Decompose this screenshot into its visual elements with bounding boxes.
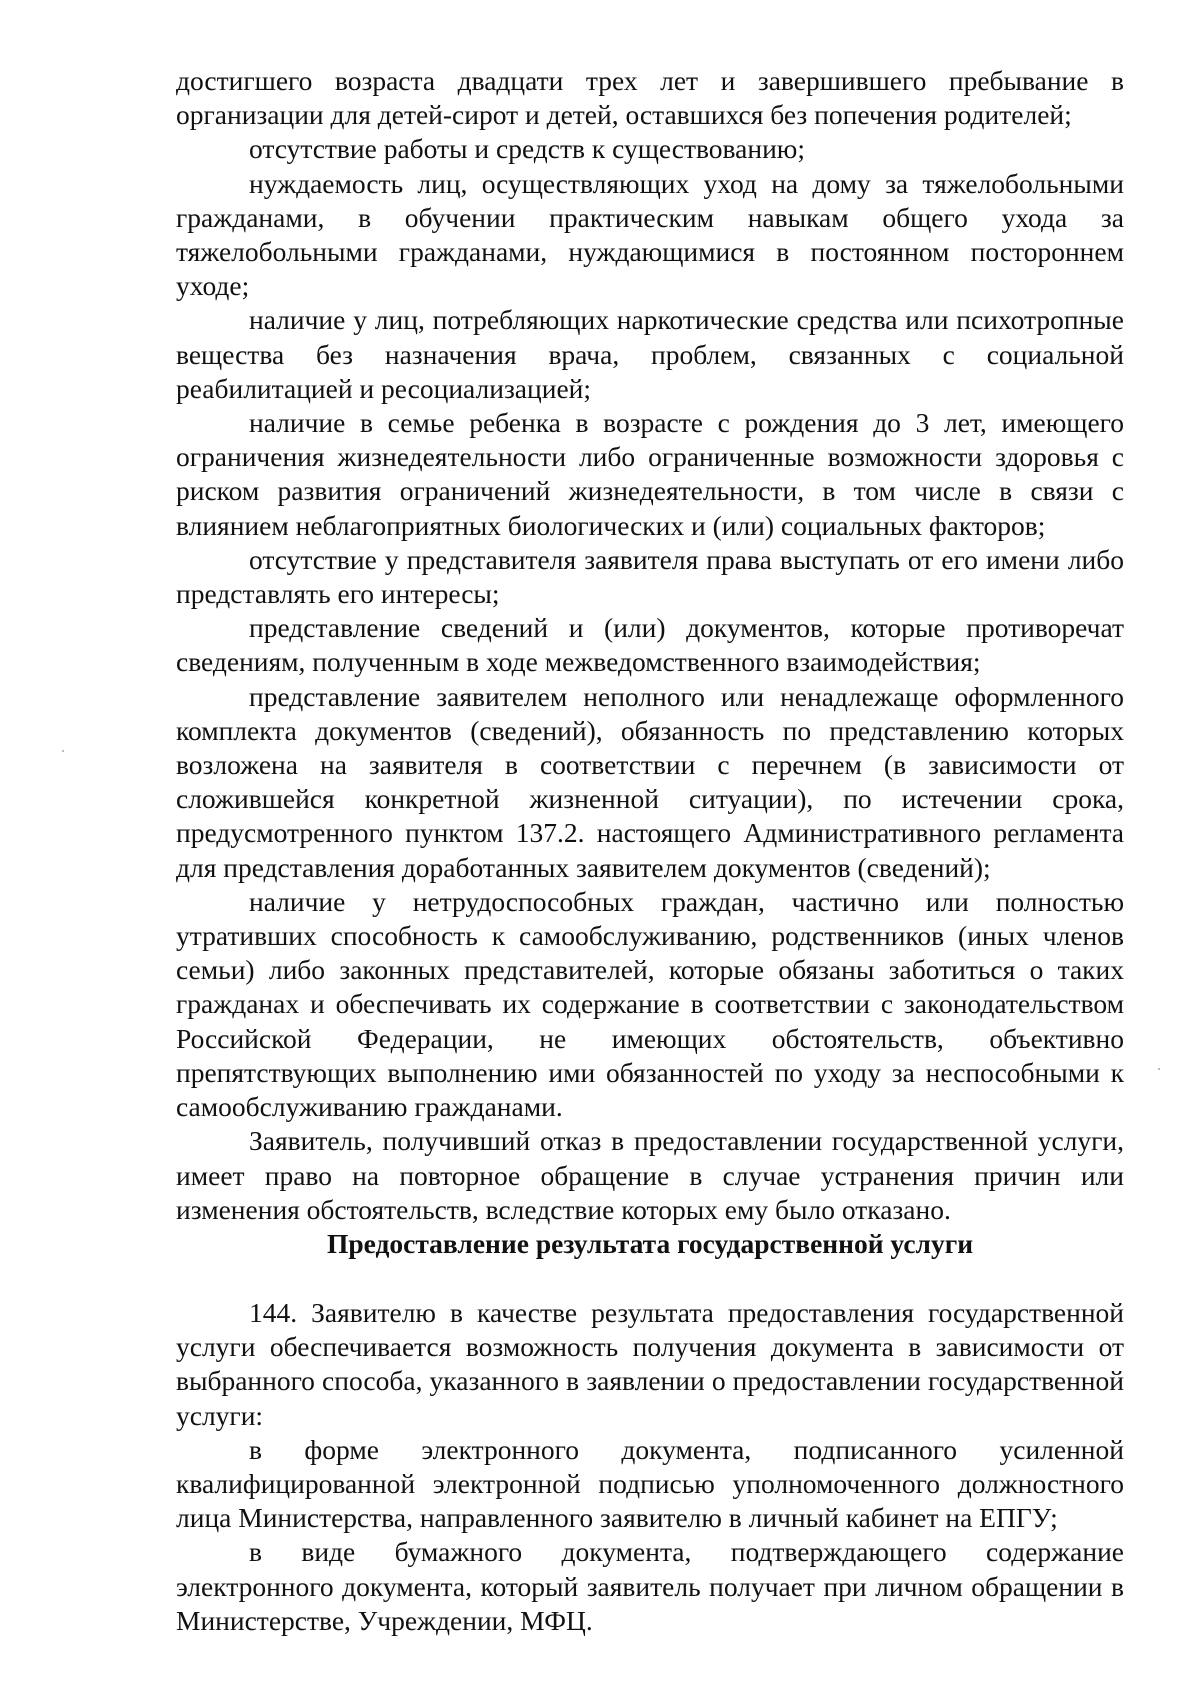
paragraph-relatives: наличие у нетрудоспособных граждан, частично или полностью утративших способность к самообслуживанию, родственников (иных членов семьи) либо законных представителей, которые обязаны заботиться о таких гражданах и обеспечивать их содержание в соответствии с законодательством Российской Федерации, не имеющих обстоятельств, объективно препятствующих выполнению ими обязанностей по уходу за неспособными к самообслуживанию гражданами. (176, 885, 1124, 1123)
paragraph-144: 144. Заявителю в качестве результата предоставления государственной услуги обеспечивается возможность получения документа в зависимости от выбранного способа, указанного в заявлении о предоставлении государственной услуги: (176, 1297, 1124, 1431)
paragraph-child-under-3: наличие в семье ребенка в возрасте с рождения до 3 лет, имеющего ограничения жизнедеятельности либо ограниченные возможности здоровья с риском развития ограничений жизнедеятельности, в том числе в связи с влиянием неблагоприятных биологических и (или) социальных факторов; (176, 407, 1124, 541)
paragraph-no-work: отсутствие работы и средств к существованию; (249, 133, 805, 165)
result-section-body (176, 1296, 1124, 1638)
paragraph-electronic-form: в форме электронного документа, подписанного усиленной квалифицированной электронной подписью уполномоченного должностного лица Министерства, направленного заявителю в личный кабинет на ЕПГУ; (176, 1433, 1124, 1534)
paragraph-continuation: достигшего возраста двадцати трех лет и завершившего пребывание в организации для детей-сирот и детей, оставшихся без попечения родителей; (176, 65, 1124, 131)
paragraph-paper-form: в виде бумажного документа, подтверждающего содержание электронного документа, который заявитель получает при личном обращении в Министерстве, Учреждении, МФЦ. (176, 1536, 1124, 1636)
paragraph-contradictory-info: представление сведений и (или) документов, которые противоречат сведениям, полученным в ходе межведомственного взаимодействия; (176, 612, 1124, 678)
paragraph-representative: отсутствие у представителя заявителя права выступать от его имени либо представлять его интересы; (176, 543, 1124, 610)
paragraph-incomplete-documents: представление заявителем неполного или ненадлежаще оформленного комплекта документов (сведений), обязанность по представлению которых возложена на заявителя в соответствии с перечнем (в зависимости от сложившейся конкретной жизненной ситуации), по истечении срока, предусмотренного пунктом 137.2. настоящего Административного регламента для представления доработанных заявителем документов (сведений); (176, 680, 1124, 883)
paragraph-repeat-application: Заявитель, получивший отказ в предоставлении государственной услуги, имеет право на повторное обращение в случае устранения причин или изменения обстоятельств, вследствие которых ему было отказано. (176, 1125, 1124, 1225)
paragraph-drug-rehab: наличие у лиц, потребляющих наркотические средства или психотропные вещества без назначения врача, проблем, связанных с социальной реабилитацией и ресоциализацией; (176, 304, 1124, 404)
document-body (176, 64, 1124, 1227)
scan-speck (1158, 1068, 1160, 1070)
paragraph-care-training: нуждаемость лиц, осуществляющих уход на дому за тяжелобольными гражданами, в обучении практическим навыкам общего ухода за тяжелобольными гражданами, нуждающимися в постоянном постороннем уходе; (176, 167, 1124, 302)
section-heading: Предоставление результата государственной услуги (326, 1228, 974, 1259)
scan-speck (62, 750, 64, 752)
